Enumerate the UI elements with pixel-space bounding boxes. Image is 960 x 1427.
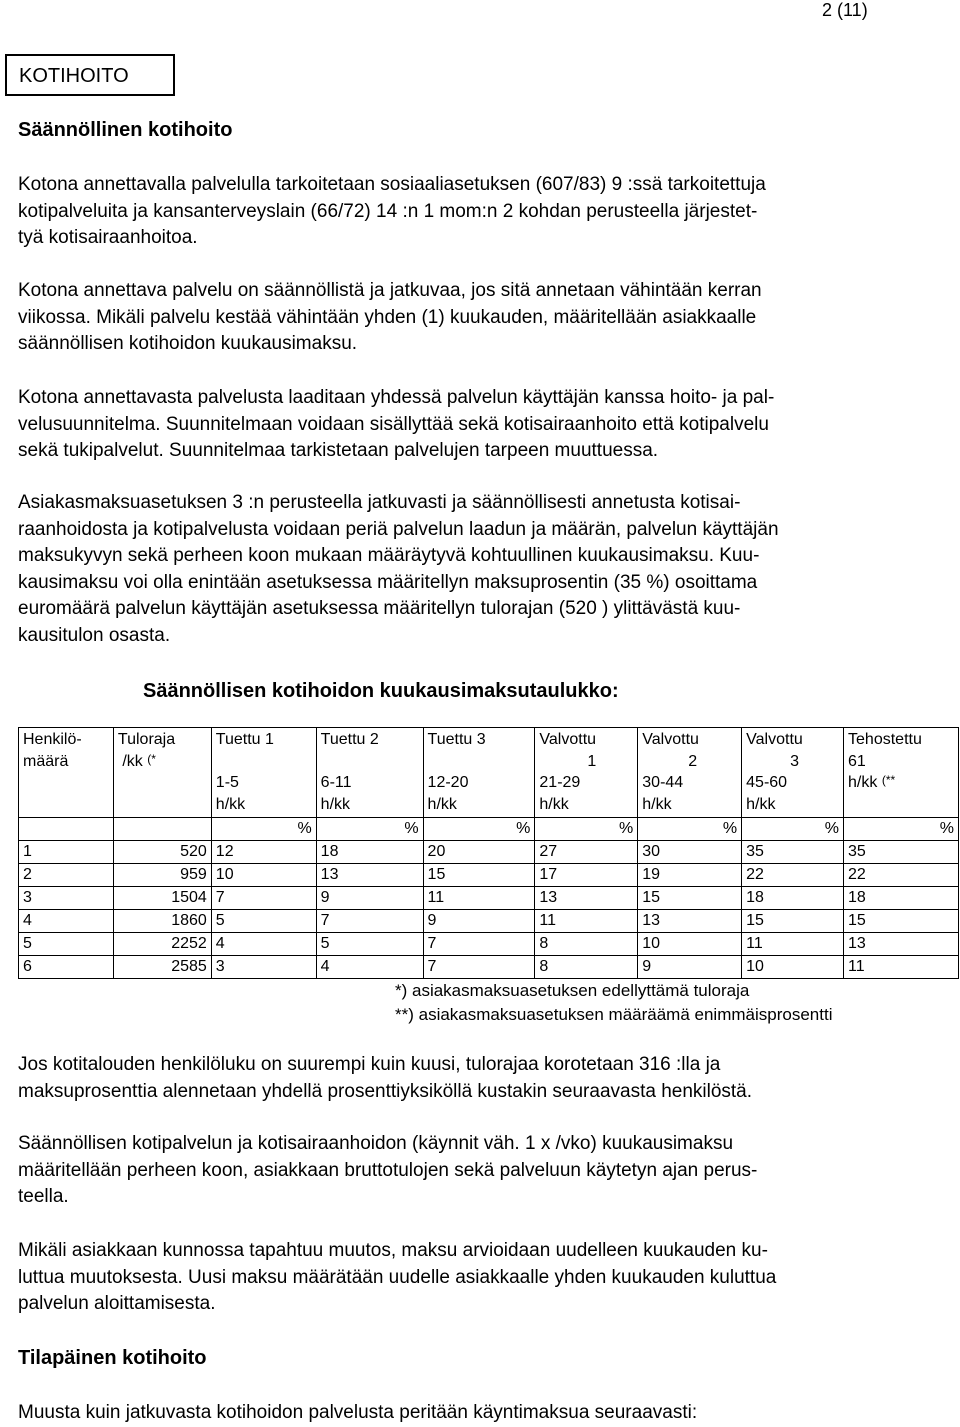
header-text: Tehostettu	[848, 731, 922, 748]
header-supervised-2	[638, 728, 742, 818]
table-cell: 11	[742, 933, 844, 956]
header-text: määrä	[23, 752, 69, 770]
text-line: velusuunnitelma. Suunnitelmaan voidaan sisällyttää sekä kotisairaanhoito että kotipalvelu	[18, 413, 769, 435]
table-cell: 5	[316, 933, 423, 956]
text-line: kausitulon osasta.	[18, 624, 171, 646]
table-cell: 13	[844, 933, 959, 956]
header-text: Tuettu 2	[320, 731, 379, 748]
table-cell: 1	[19, 841, 114, 864]
table-cell: 22	[742, 864, 844, 887]
header-text: h/kk	[642, 795, 672, 813]
header-text: Henkilö-	[23, 731, 82, 748]
text-line: Säännöllisen kotipalvelun ja kotisairaanhoidon (käynnit väh. 1 x /vko) kuukausimaksu	[18, 1133, 734, 1154]
paragraph-definition	[18, 172, 943, 252]
footnote-income-limit: *) asiakasmaksuasetuksen edellyttämä tuloraja	[395, 981, 750, 1000]
text-line: kausimaksu voi olla enintään asetuksessa määritellyn maksuprosentin (35 %) osoittama	[18, 571, 758, 593]
paragraph-regularity	[18, 278, 943, 358]
table-cell: 2	[19, 864, 114, 887]
table-cell: 11	[535, 910, 638, 933]
table-cell: %	[742, 818, 844, 841]
table-header-row	[19, 728, 959, 818]
table-cell: 4	[19, 910, 114, 933]
header-text: 3	[790, 752, 800, 770]
header-text: h/kk	[539, 795, 569, 813]
header-supervised-3	[742, 728, 844, 818]
paragraph-visit-fee	[18, 1400, 943, 1427]
table-row	[19, 864, 959, 887]
text-line: luttua muutoksesta. Uusi maksu määrätään uudelle asiakkaalle yhden kuukauden kuluttua	[18, 1266, 777, 1288]
table-cell: 15	[423, 864, 535, 887]
table-row	[19, 841, 959, 864]
text-line: Kotona annettava palvelu on säännöllistä ja jatkuvaa, jos sitä annetaan vähintään kerran	[18, 280, 762, 301]
section-heading-regular-homecare: Säännöllinen kotihoito	[18, 119, 233, 141]
text-line: euromäärä palvelun käyttäjän asetuksessa määritellyn tulorajan (520 ) ylittävästä kuu-	[18, 598, 741, 619]
header-text: 21-29	[539, 774, 581, 791]
table-cell: 2585	[113, 956, 211, 979]
table-cell: 30	[638, 841, 742, 864]
percent-row	[19, 818, 959, 841]
table-cell: 20	[423, 841, 535, 864]
paragraph-fee-regulation	[18, 490, 943, 649]
text-line: Mikäli asiakkaan kunnossa tapahtuu muutos, maksu arvioidaan uudelleen kuukauden ku-	[18, 1240, 768, 1261]
table-cell: 3	[211, 956, 316, 979]
table-cell: 4	[316, 956, 423, 979]
header-text: Tuettu 3	[427, 731, 486, 748]
table-cell: 15	[742, 910, 844, 933]
page-number: 2 (11)	[822, 0, 868, 20]
header-text: h/kk	[746, 795, 776, 813]
fee-table	[18, 727, 959, 979]
table-cell: 7	[423, 933, 535, 956]
footnote-marker: (*	[147, 751, 156, 766]
table-cell: 8	[535, 956, 638, 979]
table-cell: 5	[211, 910, 316, 933]
header-supported-3	[423, 728, 535, 818]
header-text: Tuettu 1	[215, 731, 274, 748]
table-cell: 5	[19, 933, 114, 956]
table-row	[19, 933, 959, 956]
table-cell: 13	[316, 864, 423, 887]
table-cell: 10	[211, 864, 316, 887]
header-text: 45-60	[746, 774, 788, 791]
table-row	[19, 956, 959, 979]
header-income-limit	[113, 728, 211, 818]
table-cell: 35	[742, 841, 844, 864]
table-title: Säännöllisen kotihoidon kuukausimaksutaulukko:	[143, 680, 619, 702]
table-cell: 18	[844, 887, 959, 910]
header-text: /kk	[122, 752, 143, 770]
table-cell: %	[316, 818, 423, 841]
table-cell: 35	[844, 841, 959, 864]
text-line: maksuprosenttia alennetaan yhdellä prosenttiyksiköllä kustakin seuraavasta henkilöstä.	[18, 1080, 753, 1102]
header-text: 30-44	[642, 774, 684, 791]
text-line: maksukyvyn sekä perheen koon mukaan määräytyvä kohtuullinen kuukausimaksu. Kuu-	[18, 545, 760, 566]
table-cell: 15	[844, 910, 959, 933]
table-cell: 9	[638, 956, 742, 979]
header-text: h/kk	[848, 774, 878, 791]
table-cell: 2252	[113, 933, 211, 956]
paragraph-fee-basis	[18, 1131, 943, 1211]
header-text: h/kk	[427, 795, 457, 813]
text-line: teella.	[18, 1186, 69, 1207]
table-cell	[19, 818, 114, 841]
table-cell: 959	[113, 864, 211, 887]
header-persons	[19, 728, 114, 818]
header-text: 12-20	[427, 774, 469, 791]
paragraph-changes	[18, 1238, 943, 1318]
table-cell: 27	[535, 841, 638, 864]
text-line: säännöllisen kotihoidon kuukausimaksu.	[18, 333, 358, 354]
table-cell: 13	[638, 910, 742, 933]
table-cell: %	[638, 818, 742, 841]
paragraph-care-plan	[18, 385, 943, 465]
footnote-marker: (**	[881, 773, 896, 787]
text-line: kotipalveluita ja kansanterveyslain (66/72) 14 :n 1 mom:n 2 kohdan perusteella järjestet-	[18, 200, 758, 222]
table-cell: 18	[316, 841, 423, 864]
paragraph-household-size	[18, 1052, 943, 1105]
text-line: määritellään perheen koon, asiakkaan bruttotulojen sekä palveluun käytetyn ajan perus-	[18, 1159, 758, 1181]
text-line: Jos kotitalouden henkilöluku on suurempi kuin kuusi, tulorajaa korotetaan 316 :lla ja	[18, 1054, 721, 1075]
text-line: Asiakasmaksuasetuksen 3 :n perusteella jatkuvasti ja säännöllisesti annetusta kotisai-	[18, 492, 741, 513]
table-cell: %	[535, 818, 638, 841]
header-text: Valvottu	[746, 731, 803, 748]
table-cell: 22	[844, 864, 959, 887]
header-text: 2	[688, 752, 698, 770]
table-cell: 10	[638, 933, 742, 956]
table-cell: 3	[19, 887, 114, 910]
header-text	[848, 772, 954, 794]
footnote-max-percent: **) asiakasmaksuasetuksen määräämä enimmäisprosentti	[395, 1005, 833, 1024]
header-supported-2	[316, 728, 423, 818]
header-supported-1	[211, 728, 316, 818]
table-row	[19, 887, 959, 910]
table-cell: 1504	[113, 887, 211, 910]
table-cell: 9	[316, 887, 423, 910]
table-cell	[113, 818, 211, 841]
table-cell: 12	[211, 841, 316, 864]
table-row	[19, 910, 959, 933]
header-text: Valvottu	[642, 731, 699, 748]
table-cell: 17	[535, 864, 638, 887]
table-cell: %	[423, 818, 535, 841]
text-line: Muusta kuin jatkuvasta kotihoidon palvelusta peritään käyntimaksua seuraavasti:	[18, 1402, 698, 1423]
table-cell: 7	[316, 910, 423, 933]
text-line: Kotona annettavasta palvelusta laaditaan yhdessä palvelun käyttäjän kanssa hoito- ja pal-	[18, 387, 775, 408]
table-cell: 13	[535, 887, 638, 910]
table-cell: 520	[113, 841, 211, 864]
table-cell: 18	[742, 887, 844, 910]
header-text	[118, 751, 207, 773]
text-line: sekä tukipalvelut. Suunnitelmaa tarkistetaan palvelujen tarpeen muuttuessa.	[18, 440, 659, 461]
table-cell: 9	[423, 910, 535, 933]
table-cell: %	[844, 818, 959, 841]
header-text: 61	[848, 752, 866, 770]
header-text: h/kk	[215, 795, 246, 813]
text-line: palvelun aloittamisesta.	[18, 1293, 216, 1314]
table-cell: 19	[638, 864, 742, 887]
table-cell: 11	[844, 956, 959, 979]
table-cell: 4	[211, 933, 316, 956]
header-text: Tuloraja	[117, 731, 176, 748]
header-text: Valvottu	[539, 731, 597, 748]
header-text: 1-5	[215, 774, 239, 791]
table-cell: 15	[638, 887, 742, 910]
table-cell: 10	[742, 956, 844, 979]
table-cell: 7	[423, 956, 535, 979]
header-text: h/kk	[320, 795, 351, 813]
table-cell: 1860	[113, 910, 211, 933]
header-supervised-1	[535, 728, 638, 818]
text-line: tyä kotisairaanhoitoa.	[18, 227, 198, 248]
table-cell: 6	[19, 956, 114, 979]
text-line: raanhoidosta ja kotipalvelusta voidaan periä palvelun laadun ja määrän, palvelun käyttäjän	[18, 518, 779, 540]
text-line: viikossa. Mikäli palvelu kestää vähintään yhden (1) kuukauden, määritellään asiakkaalle	[18, 306, 757, 328]
table-cell: 11	[423, 887, 535, 910]
table-cell: %	[211, 818, 316, 841]
section-heading-temporary-homecare: Tilapäinen kotihoito	[18, 1347, 207, 1369]
text-line: Kotona annettavalla palvelulla tarkoitetaan sosiaaliasetuksen (607/83) 9 :ssä tarkoitettuja	[18, 174, 766, 195]
table-cell: 8	[535, 933, 638, 956]
header-intensified	[844, 728, 959, 818]
header-text: 6-11	[320, 774, 352, 791]
table-cell: 7	[211, 887, 316, 910]
header-text: 1	[587, 752, 597, 770]
document-title: KOTIHOITO	[5, 54, 175, 96]
